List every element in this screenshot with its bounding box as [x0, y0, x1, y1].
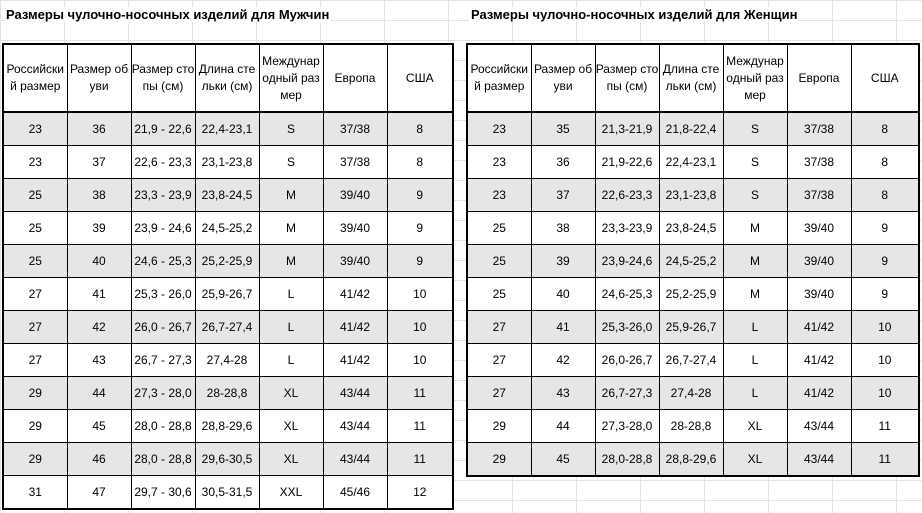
cell-eu-size: 41/42: [787, 311, 851, 344]
cell-ru-size: 25: [3, 245, 67, 278]
cell-intl-size: M: [723, 245, 787, 278]
cell-insole-length: 26,7-27,4: [195, 311, 259, 344]
cell-shoe-size: 39: [67, 212, 131, 245]
cell-intl-size: M: [723, 212, 787, 245]
cell-us-size: 12: [387, 476, 453, 510]
cell-insole-length: 22,4-23,1: [195, 112, 259, 146]
cell-shoe-size: 37: [67, 146, 131, 179]
table-row: [467, 112, 919, 146]
cell-us-size: 8: [851, 179, 919, 212]
table-row: [3, 245, 453, 278]
cell-us-size: 10: [851, 344, 919, 377]
cell-ru-size: 29: [3, 443, 67, 476]
cell-us-size: 11: [387, 410, 453, 443]
cell-insole-length: 26,7-27,4: [659, 344, 723, 377]
cell-ru-size: 25: [3, 179, 67, 212]
cell-ru-size: 25: [467, 212, 531, 245]
women-size-table: [466, 43, 920, 477]
cell-eu-size: 43/44: [323, 377, 387, 410]
cell-insole-length: 28,8-29,6: [659, 443, 723, 477]
cell-shoe-size: 44: [67, 377, 131, 410]
cell-intl-size: S: [723, 179, 787, 212]
header-eu-size: Европа: [323, 44, 387, 112]
cell-intl-size: XL: [723, 443, 787, 477]
cell-eu-size: 39/40: [787, 212, 851, 245]
table-row: [3, 179, 453, 212]
cell-foot-size: 25,3 - 26,0: [131, 278, 195, 311]
cell-foot-size: 22,6 - 23,3: [131, 146, 195, 179]
cell-insole-length: 25,9-26,7: [659, 311, 723, 344]
cell-us-size: 9: [387, 179, 453, 212]
cell-eu-size: 37/38: [323, 146, 387, 179]
cell-insole-length: 24,5-25,2: [659, 245, 723, 278]
women-table-title: Размеры чулочно-носочных изделий для Женщин: [471, 7, 798, 22]
cell-insole-length: 28,8-29,6: [195, 410, 259, 443]
cell-shoe-size: 44: [531, 410, 595, 443]
cell-foot-size: 26,0-26,7: [595, 344, 659, 377]
table-row: [467, 443, 919, 477]
cell-us-size: 9: [387, 212, 453, 245]
cell-insole-length: 25,9-26,7: [195, 278, 259, 311]
cell-ru-size: 27: [467, 311, 531, 344]
cell-shoe-size: 45: [67, 410, 131, 443]
cell-foot-size: 26,7-27,3: [595, 377, 659, 410]
table-row: [467, 377, 919, 410]
header-shoe-size: Размер обуви: [67, 44, 131, 112]
men-size-table: [2, 43, 454, 510]
header-ru-size: Российский размер: [3, 44, 67, 112]
cell-ru-size: 27: [3, 344, 67, 377]
cell-intl-size: XL: [723, 410, 787, 443]
cell-insole-length: 22,4-23,1: [659, 146, 723, 179]
header-insole-length: Длина стельки (см): [195, 44, 259, 112]
cell-shoe-size: 36: [531, 146, 595, 179]
table-row: [467, 344, 919, 377]
cell-shoe-size: 42: [531, 344, 595, 377]
cell-ru-size: 31: [3, 476, 67, 510]
cell-us-size: 11: [387, 377, 453, 410]
cell-us-size: 8: [851, 146, 919, 179]
cell-us-size: 10: [851, 377, 919, 410]
cell-foot-size: 26,7 - 27,3: [131, 344, 195, 377]
cell-foot-size: 24,6-25,3: [595, 278, 659, 311]
cell-us-size: 10: [387, 344, 453, 377]
cell-foot-size: 28,0 - 28,8: [131, 443, 195, 476]
cell-insole-length: 23,8-24,5: [195, 179, 259, 212]
cell-foot-size: 21,9-22,6: [595, 146, 659, 179]
cell-eu-size: 37/38: [787, 179, 851, 212]
cell-foot-size: 23,3 - 23,9: [131, 179, 195, 212]
cell-eu-size: 41/42: [323, 311, 387, 344]
table-row: [3, 410, 453, 443]
cell-shoe-size: 38: [531, 212, 595, 245]
cell-eu-size: 45/46: [323, 476, 387, 510]
cell-eu-size: 43/44: [323, 443, 387, 476]
table-row: [467, 146, 919, 179]
cell-foot-size: 23,9 - 24,6: [131, 212, 195, 245]
cell-insole-length: 27,4-28: [195, 344, 259, 377]
cell-eu-size: 41/42: [787, 344, 851, 377]
cell-intl-size: S: [259, 112, 323, 146]
cell-shoe-size: 42: [67, 311, 131, 344]
cell-intl-size: L: [259, 278, 323, 311]
cell-ru-size: 29: [467, 443, 531, 477]
cell-intl-size: L: [259, 344, 323, 377]
cell-foot-size: 27,3-28,0: [595, 410, 659, 443]
cell-shoe-size: 43: [531, 377, 595, 410]
cell-ru-size: 29: [3, 377, 67, 410]
cell-us-size: 8: [851, 112, 919, 146]
cell-eu-size: 43/44: [323, 410, 387, 443]
cell-intl-size: L: [259, 311, 323, 344]
men-table-title: Размеры чулочно-носочных изделий для Мужчин: [6, 7, 330, 22]
cell-insole-length: 25,2-25,9: [195, 245, 259, 278]
cell-insole-length: 23,1-23,8: [659, 179, 723, 212]
cell-eu-size: 39/40: [323, 179, 387, 212]
cell-intl-size: M: [259, 179, 323, 212]
cell-ru-size: 27: [467, 344, 531, 377]
table-row: [3, 476, 453, 510]
table-row: [467, 212, 919, 245]
header-insole-length: Длина стельки (см): [659, 44, 723, 112]
cell-eu-size: 41/42: [323, 344, 387, 377]
cell-ru-size: 27: [3, 311, 67, 344]
table-row: [3, 311, 453, 344]
cell-shoe-size: 43: [67, 344, 131, 377]
cell-us-size: 11: [851, 443, 919, 477]
cell-shoe-size: 40: [67, 245, 131, 278]
cell-insole-length: 21,8-22,4: [659, 112, 723, 146]
cell-foot-size: 23,9-24,6: [595, 245, 659, 278]
header-eu-size: Европа: [787, 44, 851, 112]
cell-intl-size: M: [723, 278, 787, 311]
cell-insole-length: 29,6-30,5: [195, 443, 259, 476]
cell-eu-size: 41/42: [787, 377, 851, 410]
cell-foot-size: 25,3-26,0: [595, 311, 659, 344]
cell-us-size: 10: [851, 311, 919, 344]
cell-ru-size: 29: [3, 410, 67, 443]
header-intl-size: Международный размер: [723, 44, 787, 112]
cell-shoe-size: 46: [67, 443, 131, 476]
cell-eu-size: 39/40: [787, 245, 851, 278]
cell-intl-size: L: [723, 344, 787, 377]
cell-eu-size: 37/38: [787, 146, 851, 179]
cell-shoe-size: 39: [531, 245, 595, 278]
table-row: [3, 278, 453, 311]
cell-foot-size: 23,3-23,9: [595, 212, 659, 245]
cell-eu-size: 37/38: [787, 112, 851, 146]
header-ru-size: Российский размер: [467, 44, 531, 112]
table-row: [3, 377, 453, 410]
cell-ru-size: 25: [467, 245, 531, 278]
cell-ru-size: 23: [467, 146, 531, 179]
cell-us-size: 10: [387, 311, 453, 344]
cell-insole-length: 25,2-25,9: [659, 278, 723, 311]
cell-us-size: 9: [851, 278, 919, 311]
table-row: [3, 212, 453, 245]
header-foot-size: Размер стопы (см): [595, 44, 659, 112]
cell-ru-size: 25: [3, 212, 67, 245]
cell-insole-length: 28-28,8: [195, 377, 259, 410]
cell-shoe-size: 41: [531, 311, 595, 344]
header-foot-size: Размер стопы (см): [131, 44, 195, 112]
header-intl-size: Международный размер: [259, 44, 323, 112]
cell-eu-size: 43/44: [787, 443, 851, 477]
header-us-size: США: [387, 44, 453, 112]
cell-eu-size: 41/42: [323, 278, 387, 311]
cell-shoe-size: 45: [531, 443, 595, 477]
cell-foot-size: 27,3 - 28,0: [131, 377, 195, 410]
cell-shoe-size: 38: [67, 179, 131, 212]
cell-foot-size: 21,3-21,9: [595, 112, 659, 146]
cell-us-size: 11: [851, 410, 919, 443]
cell-ru-size: 29: [467, 410, 531, 443]
cell-foot-size: 29,7 - 30,6: [131, 476, 195, 510]
cell-eu-size: 39/40: [787, 278, 851, 311]
cell-eu-size: 39/40: [323, 245, 387, 278]
cell-ru-size: 25: [467, 278, 531, 311]
cell-shoe-size: 40: [531, 278, 595, 311]
cell-ru-size: 23: [3, 146, 67, 179]
cell-foot-size: 21,9 - 22,6: [131, 112, 195, 146]
cell-insole-length: 23,1-23,8: [195, 146, 259, 179]
cell-foot-size: 28,0 - 28,8: [131, 410, 195, 443]
cell-shoe-size: 35: [531, 112, 595, 146]
cell-foot-size: 26,0 - 26,7: [131, 311, 195, 344]
cell-insole-length: 27,4-28: [659, 377, 723, 410]
cell-eu-size: 39/40: [323, 212, 387, 245]
cell-us-size: 9: [851, 212, 919, 245]
cell-shoe-size: 47: [67, 476, 131, 510]
cell-shoe-size: 37: [531, 179, 595, 212]
cell-intl-size: M: [259, 212, 323, 245]
table-row: [3, 112, 453, 146]
cell-ru-size: 27: [3, 278, 67, 311]
cell-insole-length: 24,5-25,2: [195, 212, 259, 245]
cell-intl-size: XXL: [259, 476, 323, 510]
cell-intl-size: S: [723, 146, 787, 179]
cell-foot-size: 24,6 - 25,3: [131, 245, 195, 278]
cell-intl-size: XL: [259, 410, 323, 443]
header-shoe-size: Размер обуви: [531, 44, 595, 112]
table-row: [467, 311, 919, 344]
table-row: [467, 245, 919, 278]
cell-insole-length: 28-28,8: [659, 410, 723, 443]
cell-intl-size: XL: [259, 443, 323, 476]
cell-foot-size: 28,0-28,8: [595, 443, 659, 477]
cell-intl-size: S: [723, 112, 787, 146]
cell-intl-size: L: [723, 311, 787, 344]
cell-intl-size: S: [259, 146, 323, 179]
cell-ru-size: 23: [467, 179, 531, 212]
table-row: [467, 278, 919, 311]
table-row: [3, 146, 453, 179]
cell-foot-size: 22,6-23,3: [595, 179, 659, 212]
table-row: [467, 410, 919, 443]
table-row: [3, 443, 453, 476]
cell-insole-length: 23,8-24,5: [659, 212, 723, 245]
cell-us-size: 8: [387, 112, 453, 146]
table-row: [467, 179, 919, 212]
header-row: [3, 44, 453, 112]
header-row: [467, 44, 919, 112]
cell-shoe-size: 36: [67, 112, 131, 146]
cell-insole-length: 30,5-31,5: [195, 476, 259, 510]
cell-intl-size: M: [259, 245, 323, 278]
cell-ru-size: 27: [467, 377, 531, 410]
cell-us-size: 10: [387, 278, 453, 311]
header-us-size: США: [851, 44, 919, 112]
cell-us-size: 8: [387, 146, 453, 179]
cell-eu-size: 43/44: [787, 410, 851, 443]
cell-ru-size: 23: [467, 112, 531, 146]
cell-intl-size: XL: [259, 377, 323, 410]
cell-shoe-size: 41: [67, 278, 131, 311]
cell-intl-size: L: [723, 377, 787, 410]
cell-us-size: 11: [387, 443, 453, 476]
table-row: [3, 344, 453, 377]
cell-us-size: 9: [387, 245, 453, 278]
cell-us-size: 9: [851, 245, 919, 278]
cell-eu-size: 37/38: [323, 112, 387, 146]
cell-ru-size: 23: [3, 112, 67, 146]
